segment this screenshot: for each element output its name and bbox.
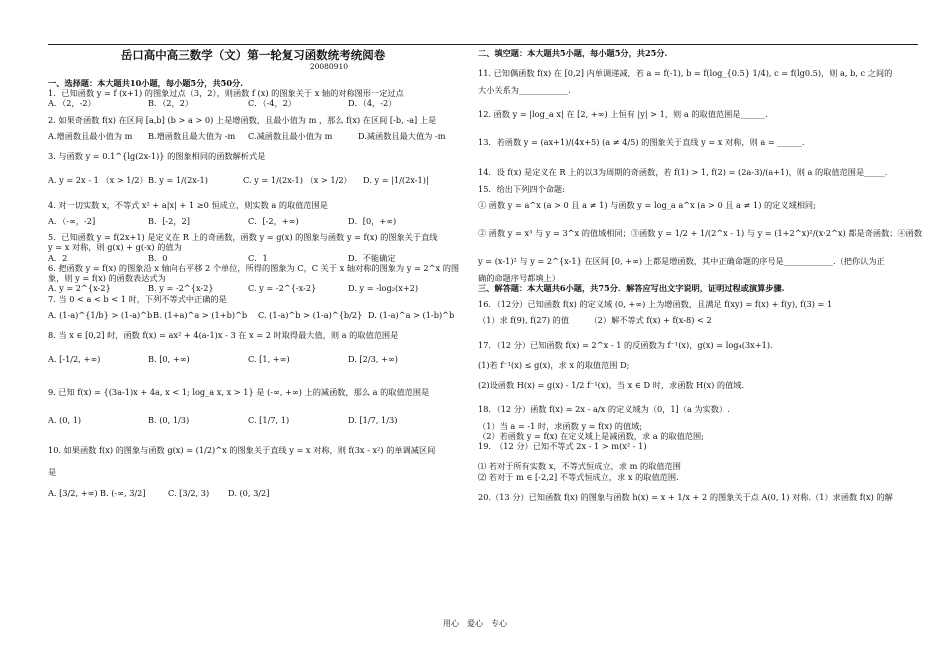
question-15-item-4: 确的命题序号都填上） (478, 272, 560, 283)
option-c: C. [3/2, 3) (168, 487, 210, 498)
question-16-line-2: （1）求 f(9), f(27) 的值 （2）解不等式 f(x) + f(x-8) < 2 (478, 315, 712, 326)
question-7: 7. 当 0 < a < b < 1 时，下列不等式中正确的是 (48, 293, 227, 304)
option-d: D．（4，-2） (348, 98, 397, 109)
option-d: D. (0, 3/2] (228, 487, 270, 498)
option-a: A．（2，-2） (48, 98, 96, 109)
question-13: 13．若函数 y = (ax+1)/(4x+5) (a ≠ 4/5) 的图象关于直线 y = x 对称，则 a = ______. (478, 137, 805, 147)
option-b: B．（2，2） (148, 98, 194, 109)
option-b: B. y = -2^{x-2} (148, 283, 214, 294)
option-a: A. (1-a)^{1/b} > (1-a)^b (48, 309, 153, 320)
question-4: 4. 对一切实数 x，不等式 x² + a|x| + 1 ≥0 恒成立，则实数 a 的取值范围是 (48, 199, 328, 210)
option-c: C.减函数且最小值为 m (248, 130, 333, 141)
option-a: A. y = 2^{x-2} (48, 283, 111, 294)
question-10-line-2: 是 (48, 467, 57, 478)
question-1: 1．已知函数 y = f (x+1) 的图象过点（3，2），则函数 f (x) 的图象关于 x 轴的对称图形一定过点 (48, 88, 404, 98)
question-5-line-2: y = x 对称，则 g(x) + g(-x) 的值为 (48, 242, 182, 253)
option-a: A．2 (48, 252, 68, 263)
section-2-title: 二、填空题：本大题共5小题，每小题5分，共25分. (478, 48, 668, 58)
option-d: D. y = -log₂(x+2) (348, 283, 419, 294)
option-c: C．（-4，2） (248, 98, 297, 109)
question-2-options (48, 131, 468, 141)
right-column (478, 48, 923, 502)
question-15: 15．给出下列四个命题: (478, 183, 565, 194)
exam-date: 20080910 (309, 62, 348, 72)
option-b: B. (0, 1/3) (148, 414, 190, 425)
option-b: B.增函数且最大值为 -m (148, 130, 236, 141)
option-d: D．[0，+∞) (348, 215, 397, 226)
option-a: A.增函数且最小值为 m (48, 130, 133, 141)
question-6-line-2: 象，则 y = f(x) 的函数表达式为 (48, 273, 166, 283)
question-20: 20.（13 分）已知函数 f(x) 的图象与函数 h(x) = x + 1/x + 2 的图象关于点 A(0, 1) 对称.（1）求函数 f(x) 的解 (478, 491, 893, 502)
question-9: 9. 已知 f(x) = {(3a-1)x + 4a, x < 1; log_a x, x > 1} 是 (-∞, +∞) 上的减函数，那么 a 的取值范围是 (48, 386, 430, 397)
question-19-line-1: 19. （12 分）已知不等式 2x - 1 > m(x² - 1) (478, 441, 647, 451)
option-b: B. [0, +∞) (148, 354, 190, 365)
option-b: B. (1+a)^a > (1+b)^b (153, 309, 248, 320)
question-11-line-2: 大小关系为____________. (478, 84, 571, 95)
option-b: B. (-∞, 3/2] (100, 487, 146, 498)
question-18-line-2: （1）当 a = -1 时，求函数 y = f(x) 的值域; (478, 420, 643, 431)
question-19-line-3: ⑵ 若对于 m ∈ [-2,2] 不等式恒成立，求 x 的取值范围. (478, 471, 679, 482)
question-14: 14．设 f(x) 是定义在 R 上的以3为周期的奇函数，若 f(1) > 1, f(2) = (2a-3)/(a+1)，则 a 的取值范围是_____. (478, 167, 888, 178)
option-d: D. y = |1/(2x-1)| (363, 175, 429, 186)
option-c: C. y = 1/(2x-1) （x > 1/2） (243, 175, 352, 186)
question-16-line-1: 16．（12分）已知函数 f(x) 的定义域 (0, +∞) 上为增函数，且满足 f(xy) = f(x) + f(y), f(3) = 1 (478, 299, 833, 309)
question-15-item-2: ② 函数 y = x³ 与 y = 3^x 的值域相同；③函数 y = 1/2 + 1/(2^x - 1) 与 y = (1+2^x)²/(x·2^x) 都是奇函数；④函数 (478, 228, 923, 238)
question-6-line-1: 6. 把函数 y = f(x) 的图象沿 x 轴向右平移 2 个单位，所得的图象为 C，C 关于 x 轴对称的图象为 y = 2^x 的图 (48, 262, 460, 273)
question-17-line-2: (1)若 f⁻¹(x) ≤ g(x)，求 x 的取值范围 D; (478, 359, 630, 370)
option-c: C. [1/7, 1) (248, 414, 290, 425)
section-1-title: 一、选择题：本大题共10小题，每小题5分，共50分. (48, 77, 244, 88)
option-a: A．（-∞，-2] (48, 215, 96, 226)
option-a: A. [3/2, +∞) (48, 487, 98, 498)
question-10-line-1: 10. 如果函数 f(x) 的图象与函数 g(x) = (1/2)^x 的图象关于直线 y = x 对称，则 f(3x - x²) 的单调减区间 (48, 445, 436, 455)
question-3-options (48, 175, 468, 185)
question-7-options (48, 310, 468, 320)
option-c: C. y = -2^{-x-2} (248, 283, 317, 294)
question-4-options (48, 216, 468, 226)
option-d: D. (1-a)^a > (1-b)^b (368, 309, 455, 320)
option-a: A. [-1/2, +∞) (48, 354, 101, 365)
option-d: D. [1/7, 1/3) (348, 414, 398, 425)
question-12: 12. 函数 y = |log_a x| 在 [2, +∞) 上恒有 |y| > 1，则 a 的取值范围是______. (478, 108, 768, 119)
option-c: C. [1, +∞) (248, 354, 290, 365)
page-footer: 用心 爱心 专心 (443, 619, 507, 628)
option-b: B. y = 1/(2x-1) (148, 175, 208, 186)
option-d: D．不能确定 (348, 252, 396, 263)
option-b: B．[-2，2] (148, 215, 190, 226)
question-8: 8. 当 x ∈ [0,2] 时，函数 f(x) = ax² + 4(a-1)x - 3 在 x = 2 时取得最大值，则 a 的取值范围是 (48, 330, 399, 340)
question-17-line-3: (2)设函数 H(x) = g(x) - 1/2 f⁻¹(x)，当 x ∈ D 时，求函数 H(x) 的值域. (478, 380, 745, 390)
left-column (48, 48, 468, 498)
question-1-options (48, 98, 468, 108)
option-a: A. (0, 1) (48, 414, 82, 425)
question-18-line-1: 18．（12 分）函数 f(x) = 2x - a/x 的定义域为（0，1]（a 为实数）. (478, 404, 730, 415)
option-d: D.减函数且最大值为 -m (358, 130, 446, 141)
option-c: C．[-2，+∞) (248, 215, 299, 226)
question-18-line-3: （2）若函数 y = f(x) 在定义域上是减函数，求 a 的取值范围; (478, 430, 704, 441)
question-6-options (48, 283, 468, 293)
section-3-title: 三、解答题：本大题共6小题，共75分．解答应写出文字说明，证明过程或演算步骤. (478, 282, 785, 293)
top-rule (48, 44, 918, 45)
question-5-options (48, 253, 468, 263)
question-9-options (48, 415, 468, 425)
option-c: C. (1-a)^b > (1-a)^{b/2} (258, 309, 363, 320)
question-19-line-2: ⑴ 若对于所有实数 x，不等式恒成立，求 m 的取值范围 (478, 461, 681, 472)
option-c: C．1 (248, 252, 268, 263)
question-2: 2. 如果奇函数 f(x) 在区间 [a,b] (b > a > 0) 上是增函数，且最小值为 m ，那么 f(x) 在区间 [-b, -a] 上是 (48, 114, 437, 125)
option-a: A. y = 2x - 1 （x > 1/2） (48, 175, 148, 186)
question-11-line-1: 11. 已知偶函数 f(x) 在 [0,2] 内单调递减，若 a = f(-1), b = f(log_{0.5} 1/4), c = f(lg0.5)，则 a, b, c 之间的 (478, 68, 893, 79)
question-8-options (48, 354, 468, 364)
option-b: B．0 (148, 252, 168, 263)
option-d: D. [2/3, +∞) (348, 354, 398, 365)
question-17-line-1: 17．（12 分）已知函数 f(x) = 2^x - 1 的反函数为 f⁻¹(x)，g(x) = log₄(3x+1). (478, 339, 773, 350)
question-3: 3. 与函数 y = 0.1^{lg(2x-1)} 的图象相同的函数解析式是 (48, 151, 266, 161)
question-15-item-3: y = (x-1)² 与 y = 2^{x-1} 在区间 [0, +∞) 上都是增函数，其中正确命题的序号是____________.（把你认为正 (478, 256, 885, 267)
exam-title: 岳口高中高三数学（文）第一轮复习函数统考统阅卷 (120, 48, 386, 62)
question-15-item-1: ① 函数 y = a^x (a > 0 且 a ≠ 1) 与函数 y = log_a a^x (a > 0 且 a ≠ 1) 的定义域相同; (478, 199, 816, 210)
question-5-line-1: 5．已知函数 y = f(2x+1) 是定义在 R 上的奇函数，函数 y = g(x) 的图象与函数 y = f(x) 的图象关于直线 (48, 232, 438, 242)
question-10-options (48, 488, 468, 498)
